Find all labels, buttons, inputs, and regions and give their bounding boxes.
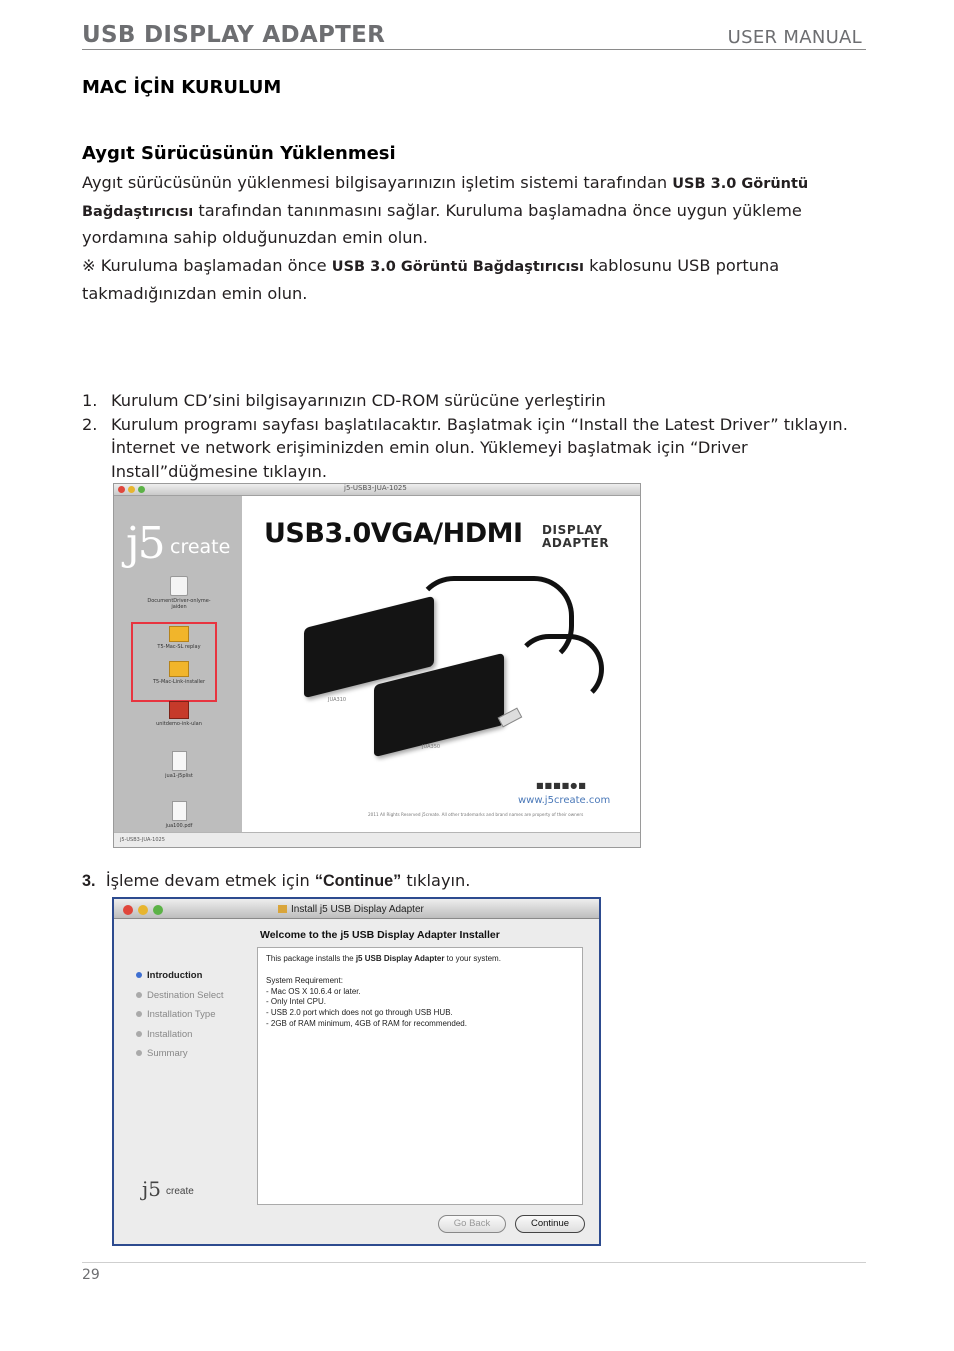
intro-text: This package installs the j5 USB Display Adapter to your system.: [266, 954, 501, 963]
brand-logo: j5: [126, 518, 164, 569]
page-header: [82, 22, 866, 50]
finder-sidebar: [114, 496, 242, 834]
uninstaller-icon: [169, 701, 189, 719]
continue-button[interactable]: Continue: [515, 1215, 585, 1233]
copyright-text: 2011 All Rights Reserved j5create. All other trademarks and brand names are property of their owners: [368, 812, 584, 817]
requirement-item: - USB 2.0 port which does not go through USB HUB.: [266, 1008, 453, 1018]
document-title: USB DISPLAY ADAPTER: [82, 22, 386, 48]
step-3-text: 3. İşleme devam etmek için “Continue” tıklayın.: [82, 871, 471, 890]
language-flags[interactable]: ■■■■●■: [536, 781, 587, 790]
step-installation-type: Installation Type: [136, 1005, 224, 1025]
product-title: USB3.0VGA/HDMI: [264, 518, 523, 549]
go-back-button[interactable]: Go Back: [438, 1215, 506, 1233]
cd-autorun-screenshot: [113, 483, 641, 848]
installer-heading: Welcome to the j5 USB Display Adapter Installer: [260, 929, 500, 941]
list-item: DocumentDriver-onlyme-jaiden: [144, 576, 214, 610]
page-number: 29: [82, 1267, 100, 1283]
installer-content-pane[interactable]: [257, 947, 583, 1205]
list-item: unitdemo-ink-ulan: [144, 701, 214, 727]
file-icon: [172, 751, 187, 771]
steps-list: [82, 389, 882, 483]
pdf-icon: [172, 801, 187, 821]
footer-divider: [82, 1262, 866, 1263]
window-title: Install j5 USB Display Adapter: [278, 904, 424, 915]
window-status-bar: j5-USB3-JUA-1025: [114, 832, 640, 847]
brand-logo-text: create: [170, 536, 231, 558]
bullet-icon: [136, 1050, 142, 1056]
product-label: JUA350: [422, 744, 441, 750]
bullet-icon: [136, 992, 142, 998]
adapter-cable: [514, 634, 604, 704]
list-item: jua100.pdf: [144, 801, 214, 829]
package-icon: [169, 626, 189, 642]
document-type: USER MANUAL: [727, 27, 862, 48]
requirement-item: - 2GB of RAM minimum, 4GB of RAM for recommended.: [266, 1018, 467, 1028]
brand-logo: j5: [142, 1177, 161, 1201]
package-icon: [278, 905, 287, 913]
list-item: 1. Kurulum CD’sini bilgisayarınızın CD-ROM sürücüne yerleştirin: [82, 391, 606, 410]
close-icon: [118, 486, 125, 493]
brand-logo-text: create: [166, 1186, 194, 1197]
installer-steps: [136, 966, 224, 1064]
window-titlebar: [114, 899, 599, 919]
requirements-title: System Requirement:: [266, 975, 343, 985]
section-title: MAC İÇİN KURULUM: [82, 77, 282, 98]
product-subtitle: DISPLAY ADAPTER: [542, 523, 610, 550]
intro-paragraph: Aygıt sürücüsünün yüklenmesi bilgisayarınızın işletim sistemi tarafından USB 3.0 Görüntü Bağdaştırıcısı tarafından tanınmasını sağlar. Kuruluma başlamadna önce uygun yükleme yordamına sahip olduğunuzdan emin olun.: [82, 173, 809, 247]
window-titlebar: [114, 484, 640, 496]
minimize-icon: [128, 486, 135, 493]
bullet-icon: [136, 1031, 142, 1037]
website-link[interactable]: www.j5create.com: [518, 795, 611, 806]
list-item: 2. Kurulum programı sayfası başlatılacaktır. Başlatmak için “Install the Latest Driver” tıklayın. İnternet ve network erişiminizden emin olun. Yüklemeyi başlatmak için “Driver Install”düğmesine tıklayın.: [82, 414, 848, 481]
bullet-icon: [136, 1011, 142, 1017]
requirement-item: - Mac OS X 10.6.4 or later.: [266, 986, 361, 996]
product-label: JUA310: [328, 697, 347, 703]
step-installation: Installation: [136, 1025, 224, 1045]
warning-paragraph: ※ Kuruluma başlamadan önce USB 3.0 Görüntü Bağdaştırıcısı kablosunu USB portuna takmadığınızdan emin olun.: [82, 256, 780, 303]
package-icon: [169, 661, 189, 677]
list-item: T5-Mac-SL replay: [144, 626, 214, 650]
bullet-icon: [136, 972, 142, 978]
list-item: jua1-j5plist: [144, 751, 214, 779]
zoom-icon[interactable]: [153, 905, 163, 915]
installer-screenshot: [112, 897, 601, 1246]
zoom-icon: [138, 486, 145, 493]
step-summary: Summary: [136, 1044, 224, 1064]
list-item: T5-Mac-Link-installer: [144, 661, 214, 685]
mail-document-icon: [170, 576, 188, 596]
step-destination-select: Destination Select: [136, 986, 224, 1006]
step-introduction: Introduction: [136, 966, 224, 986]
minimize-icon[interactable]: [138, 905, 148, 915]
requirement-item: - Only Intel CPU.: [266, 997, 327, 1007]
close-icon[interactable]: [123, 905, 133, 915]
subsection-title: Aygıt Sürücüsünün Yüklenmesi: [82, 143, 396, 164]
window-title: j5-USB3-JUA-1025: [344, 484, 407, 492]
